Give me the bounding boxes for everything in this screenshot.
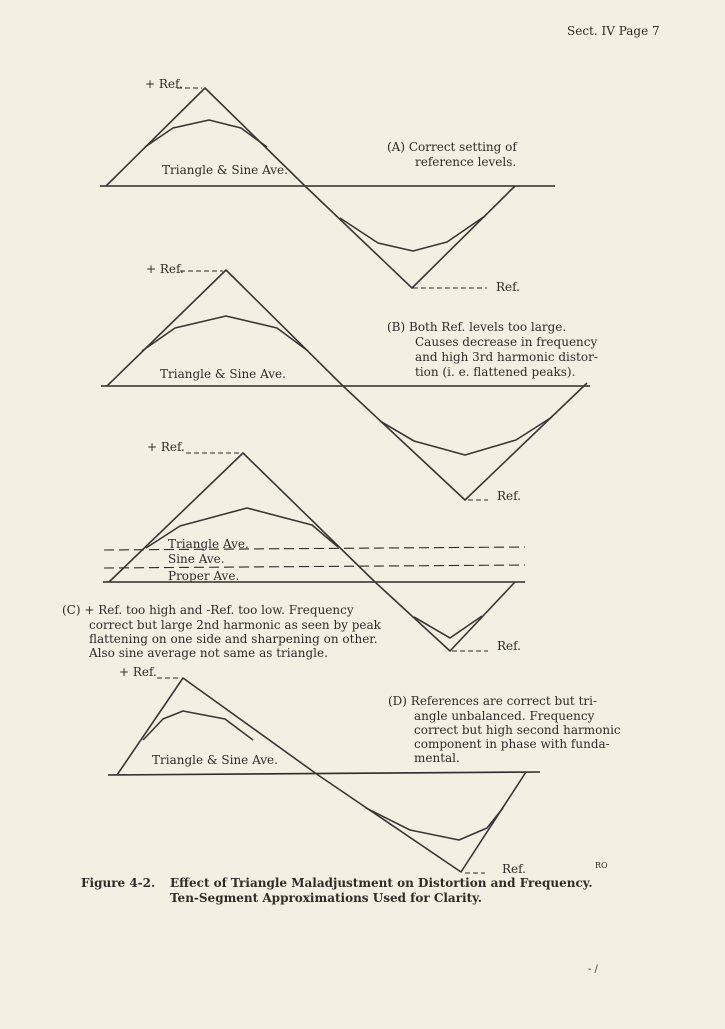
panel-c-triangle-ave-label: Triangle Ave. (168, 537, 249, 551)
panel-a-minus-ref-label: Ref. (496, 280, 520, 294)
panel-a-sine-upper (145, 120, 267, 147)
caption-line-2: Ten-Segment Approximations Used for Clarity. (170, 891, 482, 905)
panel-b-minus-ref-label: Ref. (497, 489, 521, 503)
panel-a-triangle-wave (106, 88, 515, 288)
panel-c-plus-ref-label: + Ref. (147, 440, 185, 454)
panel-b-note-line-1: (B) Both Ref. levels too large. (387, 320, 567, 334)
panel-c-sine-ave-label: Sine Ave. (168, 552, 225, 566)
panel-d-note-line-4: component in phase with funda- (414, 737, 610, 751)
panel-b-note-line-4: tion (i. e. flattened peaks). (415, 365, 576, 379)
panel-b-note-line-2: Causes decrease in frequency (415, 335, 598, 349)
panel-b-wave-label: Triangle & Sine Ave. (160, 367, 286, 381)
footer-mark: - / (588, 964, 598, 975)
panel-b-note-line-3: and high 3rd harmonic distor- (415, 350, 598, 364)
panel-d-note-line-5: mental. (414, 751, 460, 765)
panel-c-note-line-3: flattening on one side and sharpening on other. (89, 632, 378, 646)
caption-line-1: Effect of Triangle Maladjustment on Distortion and Frequency. (170, 876, 593, 890)
panel-d-plus-ref-label: + Ref. (119, 665, 157, 679)
panel-c-note-line-4: Also sine average not same as triangle. (89, 646, 328, 660)
panel-c-note-line-2: correct but large 2nd harmonic as seen by peak (89, 618, 381, 632)
panel-d-sine-lower (366, 808, 503, 840)
panel-a-note-line-1: (A) Correct setting of (387, 140, 517, 154)
panel-a-wave-label: Triangle & Sine Ave. (162, 163, 288, 177)
panel-a-sine-lower (340, 216, 485, 251)
panel-c-proper-ave-label: Proper Ave. (168, 569, 240, 583)
caption-label: Figure 4-2. (81, 876, 156, 890)
panel-a-note-line-2: reference levels. (415, 155, 517, 169)
panel-c (62, 440, 525, 660)
figure-caption (81, 876, 593, 905)
panel-d (108, 665, 621, 876)
corner-mark: RO (595, 861, 608, 870)
page-header: Sect. IV Page 7 (567, 24, 660, 38)
panel-b (101, 262, 598, 503)
panel-b-sine-upper (142, 316, 308, 351)
panel-b-triangle-wave (107, 270, 587, 500)
panel-c-note-line-1: (C) + Ref. too high and -Ref. too low. Frequency (62, 603, 354, 617)
panel-a-plus-ref-label: + Ref. (145, 77, 183, 91)
panel-d-minus-ref-label: Ref. (502, 862, 526, 876)
panel-b-sine-lower (380, 417, 552, 455)
panel-d-sine-upper (143, 711, 253, 740)
panel-c-minus-ref-label: Ref. (497, 639, 521, 653)
panel-b-plus-ref-label: + Ref. (146, 262, 184, 276)
panel-d-note-line-2: angle unbalanced. Frequency (414, 709, 595, 723)
panel-d-axis (108, 772, 540, 775)
panel-d-note-line-1: (D) References are correct but tri- (388, 694, 598, 708)
panel-d-wave-label: Triangle & Sine Ave. (152, 753, 278, 767)
panel-d-note-line-3: correct but high second harmonic (414, 723, 621, 737)
